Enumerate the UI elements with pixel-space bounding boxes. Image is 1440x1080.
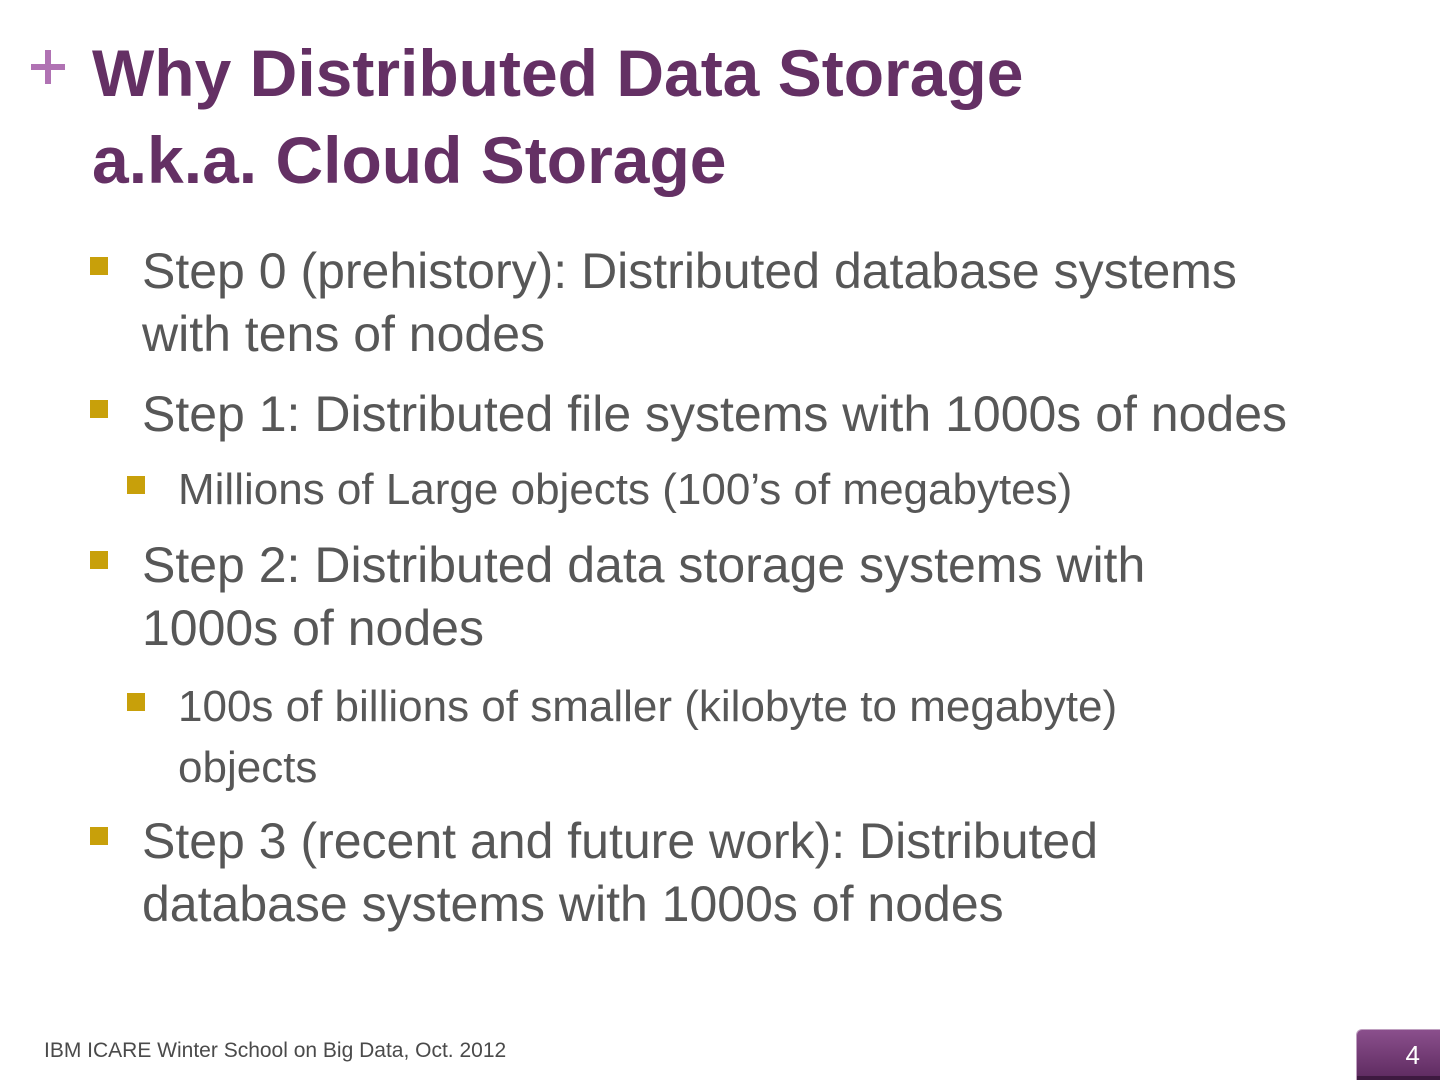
square-bullet-icon [90, 400, 108, 418]
square-bullet-icon [90, 257, 108, 275]
slide-title [92, 30, 1023, 204]
bullet-step-3 [90, 810, 1098, 936]
square-bullet-icon [127, 693, 145, 711]
title-line-1: Why Distributed Data Storage [92, 36, 1024, 110]
sub-bullet-large-objects [127, 459, 1072, 520]
page-number-badge [1356, 1029, 1440, 1080]
title-line-2: a.k.a. Cloud Storage [92, 123, 727, 197]
bullet-step-0 [90, 240, 1237, 366]
bullet-text-line: Step 1: Distributed file systems with 1000s of nodes [142, 386, 1288, 442]
plus-icon [28, 48, 68, 88]
bullet-text-line: 100s of billions of smaller (kilobyte to megabyte) [178, 682, 1118, 731]
bullet-text-line: Step 0 (prehistory): Distributed database systems [142, 243, 1237, 299]
square-bullet-icon [90, 551, 108, 569]
bullet-text-line: Step 2: Distributed data storage systems with [142, 537, 1146, 593]
bullet-text-line: 1000s of nodes [142, 600, 484, 656]
square-bullet-icon [127, 476, 145, 494]
bullet-text-line: Step 3 (recent and future work): Distributed [142, 813, 1099, 869]
bullet-text-line: objects [178, 743, 318, 792]
footer-text: IBM ICARE Winter School on Big Data, Oct. 2012 [44, 1039, 507, 1062]
page-number: 4 [1405, 1040, 1420, 1070]
bullet-text-line: with tens of nodes [142, 306, 546, 362]
bullet-step-1 [90, 383, 1287, 446]
sub-bullet-small-objects [127, 676, 1117, 798]
bullet-text-line: database systems with 1000s of nodes [142, 876, 1004, 932]
bullet-step-2 [90, 534, 1145, 660]
square-bullet-icon [90, 827, 108, 845]
bullet-text-line: Millions of Large objects (100’s of megabytes) [178, 465, 1073, 514]
